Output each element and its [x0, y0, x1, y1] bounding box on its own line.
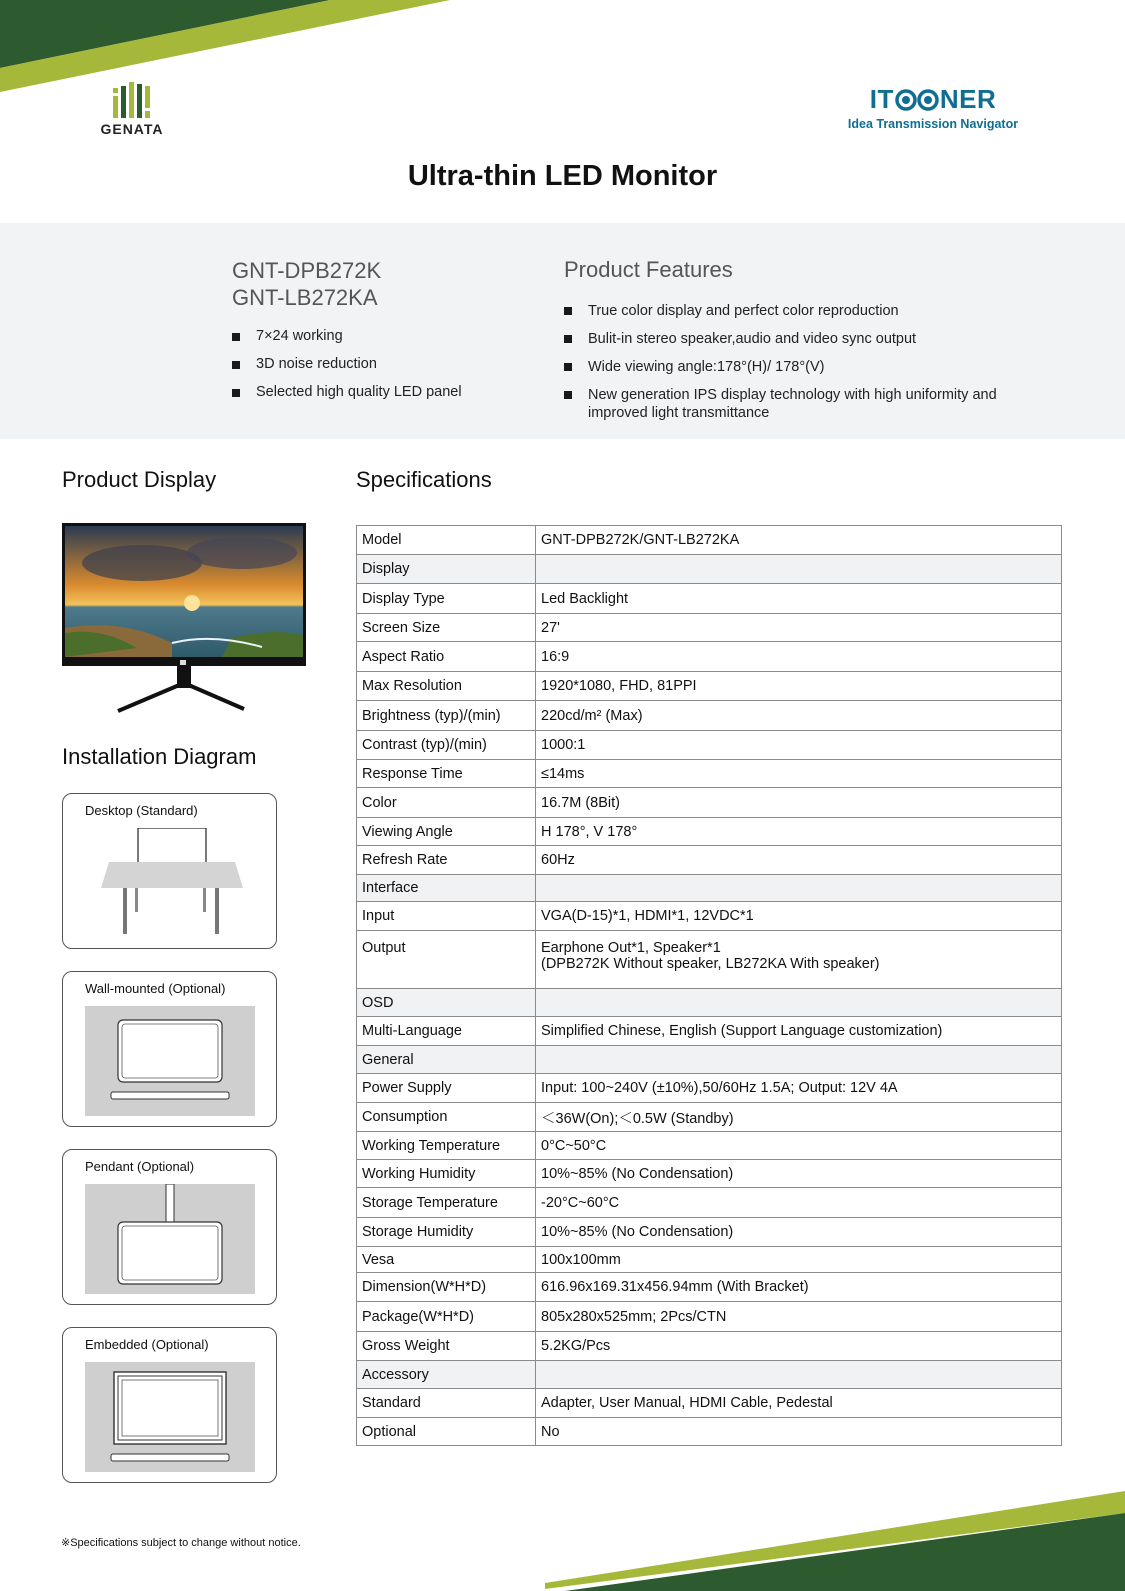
spec-value: 0°C~50°C	[536, 1132, 1062, 1160]
spec-value: Led Backlight	[536, 584, 1062, 614]
disclaimer-footnote: ※Specifications subject to change without notice.	[61, 1537, 301, 1549]
spec-value	[536, 931, 1062, 989]
spec-value	[536, 875, 1062, 902]
spec-category-row	[357, 1361, 1062, 1389]
spec-row	[357, 846, 1062, 875]
genata-logo-text: GENATA	[100, 121, 164, 137]
spec-row	[357, 1302, 1062, 1332]
spec-category-row	[357, 555, 1062, 584]
spec-value: 16.7M (8Bit)	[536, 788, 1062, 818]
highlight-list	[232, 328, 462, 412]
top-left-corner-stripes	[0, 0, 460, 100]
spec-label: Standard	[357, 1389, 536, 1418]
spec-value: 10%~85% (No Condensation)	[536, 1218, 1062, 1247]
wall-mount-icon	[85, 1006, 255, 1116]
spec-row	[357, 902, 1062, 931]
spec-category-row	[357, 989, 1062, 1017]
spec-value-line: Earphone Out*1, Speaker*1	[541, 940, 721, 956]
spec-label: Screen Size	[357, 614, 536, 642]
spec-row	[357, 701, 1062, 731]
spec-label: Multi-Language	[357, 1017, 536, 1046]
spec-label: Interface	[357, 875, 536, 902]
genata-logo-icon	[96, 82, 168, 118]
product-display-heading: Product Display	[62, 467, 217, 492]
spec-value	[536, 989, 1062, 1017]
spec-label: Storage Temperature	[357, 1188, 536, 1218]
spec-row	[357, 1273, 1062, 1302]
spec-label: Package(W*H*D)	[357, 1302, 536, 1332]
spec-label: General	[357, 1046, 536, 1074]
feature-item: New generation IPS display technology with high uniformity and improved light transmittance	[564, 386, 1034, 422]
spec-value: 1000:1	[536, 731, 1062, 760]
spec-value: 805x280x525mm; 2Pcs/CTN	[536, 1302, 1062, 1332]
spec-label: Display	[357, 555, 536, 584]
embedded-mount-icon	[85, 1362, 255, 1472]
spec-label: Dimension(W*H*D)	[357, 1273, 536, 1302]
spec-value: 616.96x169.31x456.94mm (With Bracket)	[536, 1273, 1062, 1302]
spec-label: Storage Humidity	[357, 1218, 536, 1247]
spec-label: Display Type	[357, 584, 536, 614]
spec-value: Input: 100~240V (±10%),50/60Hz 1.5A; Output: 12V 4A	[536, 1074, 1062, 1103]
highlight-item: 7×24 working	[232, 328, 462, 356]
spec-label: Color	[357, 788, 536, 818]
installation-card-label: Pendant (Optional)	[85, 1159, 195, 1174]
specifications-heading: Specifications	[356, 467, 492, 492]
features-heading: Product Features	[564, 257, 733, 282]
spec-label: Model	[357, 526, 536, 555]
spec-value: -20°C~60°C	[536, 1188, 1062, 1218]
highlight-item: 3D noise reduction	[232, 356, 462, 384]
spec-value: 100x100mm	[536, 1247, 1062, 1273]
spec-value-line: (DPB272K Without speaker, LB272KA With speaker)	[541, 956, 880, 972]
page-title: Ultra-thin LED Monitor	[407, 160, 718, 192]
spec-row	[357, 760, 1062, 788]
spec-row	[357, 1103, 1062, 1132]
spec-row	[357, 1418, 1062, 1446]
spec-label: Input	[357, 902, 536, 931]
model-name: GNT-DPB272K	[232, 258, 382, 283]
itooner-logo-text-end: NER	[939, 84, 997, 114]
spec-value: ≤14ms	[536, 760, 1062, 788]
spec-value: 220cd/m² (Max)	[536, 701, 1062, 731]
model-names	[232, 257, 381, 311]
feature-item: Bulit-in stereo speaker,audio and video sync output	[564, 330, 1034, 348]
installation-card-embedded	[62, 1327, 277, 1483]
spec-row	[357, 1188, 1062, 1218]
spec-label: Brightness (typ)/(min)	[357, 701, 536, 731]
spec-row	[357, 1218, 1062, 1247]
spec-row	[357, 788, 1062, 818]
feature-list	[564, 302, 1034, 432]
itooner-logo	[838, 84, 1028, 131]
specifications-table	[356, 525, 1062, 1446]
spec-category-row	[357, 875, 1062, 902]
spec-row	[357, 931, 1062, 989]
itooner-tagline: Idea Transmission Navigator	[847, 117, 1019, 131]
spec-label: Power Supply	[357, 1074, 536, 1103]
spec-value: 10%~85% (No Condensation)	[536, 1160, 1062, 1188]
spec-row	[357, 1017, 1062, 1046]
spec-row	[357, 818, 1062, 846]
spec-label: Max Resolution	[357, 672, 536, 701]
model-name: GNT-LB272KA	[232, 285, 378, 310]
installation-card-wall	[62, 971, 277, 1127]
spec-value: GNT-DPB272K/GNT-LB272KA	[536, 526, 1062, 555]
installation-card-label: Desktop (Standard)	[85, 803, 198, 818]
spec-label: OSD	[357, 989, 536, 1017]
spec-label: Aspect Ratio	[357, 642, 536, 672]
spec-row	[357, 1132, 1062, 1160]
bottom-right-corner-stripes	[545, 1471, 1125, 1591]
spec-label: Viewing Angle	[357, 818, 536, 846]
spec-label: Working Humidity	[357, 1160, 536, 1188]
spec-label: Contrast (typ)/(min)	[357, 731, 536, 760]
monitor-product-image	[62, 523, 306, 713]
spec-row	[357, 731, 1062, 760]
installation-card-label: Wall-mounted (Optional)	[85, 981, 226, 996]
highlight-item: Selected high quality LED panel	[232, 384, 462, 412]
spec-label: Output	[357, 931, 536, 989]
spec-value: 1920*1080, FHD, 81PPI	[536, 672, 1062, 701]
spec-row	[357, 1389, 1062, 1418]
spec-row	[357, 1247, 1062, 1273]
spec-label: Gross Weight	[357, 1332, 536, 1361]
pendant-mount-icon	[85, 1184, 255, 1294]
spec-value: Simplified Chinese, English (Support Language customization)	[536, 1017, 1062, 1046]
genata-logo	[96, 82, 168, 137]
spec-label: Vesa	[357, 1247, 536, 1273]
spec-value: H 178°, V 178°	[536, 818, 1062, 846]
itooner-logo-text-start: IT	[869, 84, 894, 114]
installation-card-desktop	[62, 793, 277, 949]
spec-label: Working Temperature	[357, 1132, 536, 1160]
spec-row	[357, 1074, 1062, 1103]
spec-row	[357, 584, 1062, 614]
installation-card-label: Embedded (Optional)	[85, 1337, 209, 1352]
feature-item: Wide viewing angle:178°(H)/ 178°(V)	[564, 358, 1034, 376]
spec-value: 5.2KG/Pcs	[536, 1332, 1062, 1361]
spec-value	[536, 1046, 1062, 1074]
spec-row	[357, 642, 1062, 672]
spec-value	[536, 1361, 1062, 1389]
spec-value: ＜36W(On);＜0.5W (Standby)	[536, 1103, 1062, 1132]
spec-label: Refresh Rate	[357, 846, 536, 875]
itooner-logo-eyes-icon	[895, 89, 939, 111]
spec-value: 16:9	[536, 642, 1062, 672]
spec-value	[536, 555, 1062, 584]
installation-card-pendant	[62, 1149, 277, 1305]
spec-row	[357, 672, 1062, 701]
spec-category-row	[357, 1046, 1062, 1074]
spec-row	[357, 614, 1062, 642]
spec-value: No	[536, 1418, 1062, 1446]
spec-label: Consumption	[357, 1103, 536, 1132]
spec-label: Optional	[357, 1418, 536, 1446]
spec-label: Response Time	[357, 760, 536, 788]
spec-value: 60Hz	[536, 846, 1062, 875]
spec-row	[357, 526, 1062, 555]
spec-value: VGA(D-15)*1, HDMI*1, 12VDC*1	[536, 902, 1062, 931]
spec-value: Adapter, User Manual, HDMI Cable, Pedestal	[536, 1389, 1062, 1418]
feature-item: True color display and perfect color reproduction	[564, 302, 1034, 320]
spec-row	[357, 1160, 1062, 1188]
spec-row	[357, 1332, 1062, 1361]
desktop-mount-icon	[85, 828, 255, 940]
installation-heading: Installation Diagram	[62, 744, 257, 769]
spec-label: Accessory	[357, 1361, 536, 1389]
spec-value: 27'	[536, 614, 1062, 642]
